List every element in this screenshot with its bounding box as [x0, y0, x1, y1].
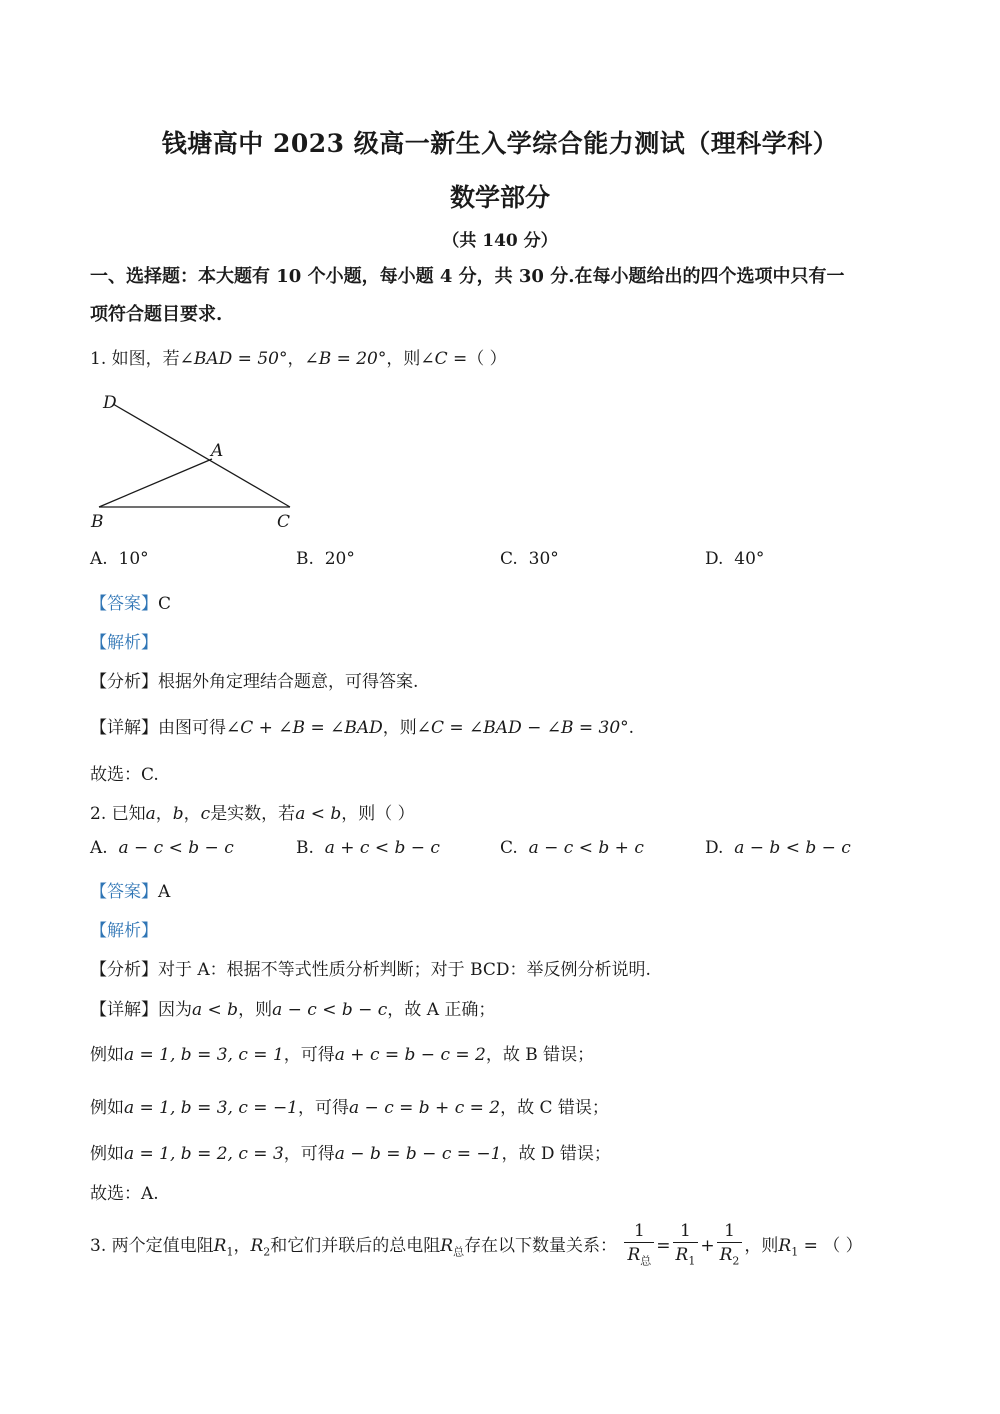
figure-label-b: B — [91, 512, 104, 532]
q1-detail: 【详解】由图可得∠C + ∠B = ∠BAD，则∠C = ∠BAD − ∠B = 30°. — [90, 718, 635, 738]
q1-stem-a: 1. 如图，若 — [90, 349, 180, 369]
q1-answer — [90, 589, 171, 614]
q2-option-b: B. a + c < b − c — [296, 838, 440, 858]
q1-math-b: ∠B = 20° — [304, 349, 387, 369]
q1-answer-value: C — [158, 594, 172, 614]
question-2-stem: 2. 已知a，b，c是实数，若a < b，则（ ） — [90, 804, 415, 824]
q1-paren: （ ） — [467, 349, 507, 369]
figure-label-c: C — [277, 512, 291, 532]
figure-label-a: A — [211, 441, 224, 461]
q3-fraction-r1: $\frac{1}{R_1}$ — [673, 1220, 699, 1273]
q1-detail-math2: ∠C = ∠BAD − ∠B = 30° — [416, 718, 629, 738]
document-subtitle: 数学部分 — [449, 183, 550, 212]
q2-explain: 【解析】 — [90, 921, 158, 941]
q1-option-d: D. 40° — [705, 549, 765, 569]
q2-detail-line2: 例如a = 1, b = 3, c = 1，可得a + c = b − c = 2，故 B 错误； — [90, 1045, 595, 1065]
q1-stem-b: ，则 — [386, 349, 421, 369]
q2-answer: 【答案】A — [90, 882, 171, 902]
section-heading-line2: 项符合题目要求. — [90, 304, 223, 325]
q1-math-bad: ∠BAD = 50° — [179, 349, 288, 369]
q2-option-c: C. a − c < b + c — [500, 838, 644, 858]
q2-choice: 故选：A. — [90, 1184, 159, 1204]
q1-option-b: B. 20° — [296, 549, 355, 569]
q3-fraction-r2: $\frac{1}{R_2}$ — [717, 1220, 743, 1273]
q2-detail-line1: 【详解】因为a < b，则a − c < b − c，故 A 正确； — [90, 1000, 496, 1020]
figure-label-d: D — [103, 393, 117, 413]
q2-detail-line3: 例如a = 1, b = 3, c = −1，可得a − c = b + c = 2，故 C 错误； — [90, 1098, 609, 1118]
q1-analysis-tag: 【分析】 — [90, 672, 158, 692]
q1-analysis — [90, 667, 418, 692]
q1-triangle-figure — [85, 388, 305, 533]
q2-option-d: D. a − b < b − c — [705, 838, 851, 858]
figure-line-ba — [99, 459, 212, 507]
document-title: 钱塘高中 2023 级高一新生入学综合能力测试（理科学科） — [161, 129, 839, 158]
q1-math-c: ∠C = — [420, 349, 468, 369]
total-score: （共 140 分） — [442, 231, 558, 251]
q1-option-a: A. 10° — [90, 549, 149, 569]
q1-answer-tag: 【答案】 — [90, 594, 158, 614]
q2-option-a: A. a − c < b − c — [90, 838, 234, 858]
question-3-stem: 3. 两个定值电阻$R_1$，$R_2$和它们并联后的总电阻$R_总$存在以下数量关系： $\frac{1}{R_总}$ = $\frac{1}{R_1}$ + $\frac{1}{R_2}$ ，则$R_1$ = （ ） — [90, 1220, 863, 1273]
q1-explain — [90, 628, 158, 653]
q1-choice: 故选：C. — [90, 765, 159, 785]
q1-analysis-text: 根据外角定理结合题意，可得答案. — [158, 672, 419, 692]
section-heading-line1: 一、选择题：本大题有 10 个小题，每小题 4 分，共 30 分.在每小题给出的四个选项中只有一 — [90, 266, 845, 287]
q3-fraction-total: $\frac{1}{R_总}$ — [624, 1220, 654, 1273]
q1-detail-math1: ∠C + ∠B = ∠BAD — [226, 718, 383, 738]
q1-option-c: C. 30° — [500, 549, 559, 569]
q2-detail-line4: 例如a = 1, b = 2, c = 3，可得a − b = b − c = −1，故 D 错误； — [90, 1144, 611, 1164]
q2-analysis: 【分析】对于 A：根据不等式性质分析判断；对于 BCD：举反例分析说明. — [90, 960, 651, 980]
q1-sep: ， — [287, 349, 305, 369]
q1-explain-tag: 【解析】 — [90, 633, 158, 653]
question-1-stem — [90, 344, 507, 369]
q1-detail-tag: 【详解】 — [90, 718, 158, 738]
figure-line-da — [113, 404, 290, 507]
